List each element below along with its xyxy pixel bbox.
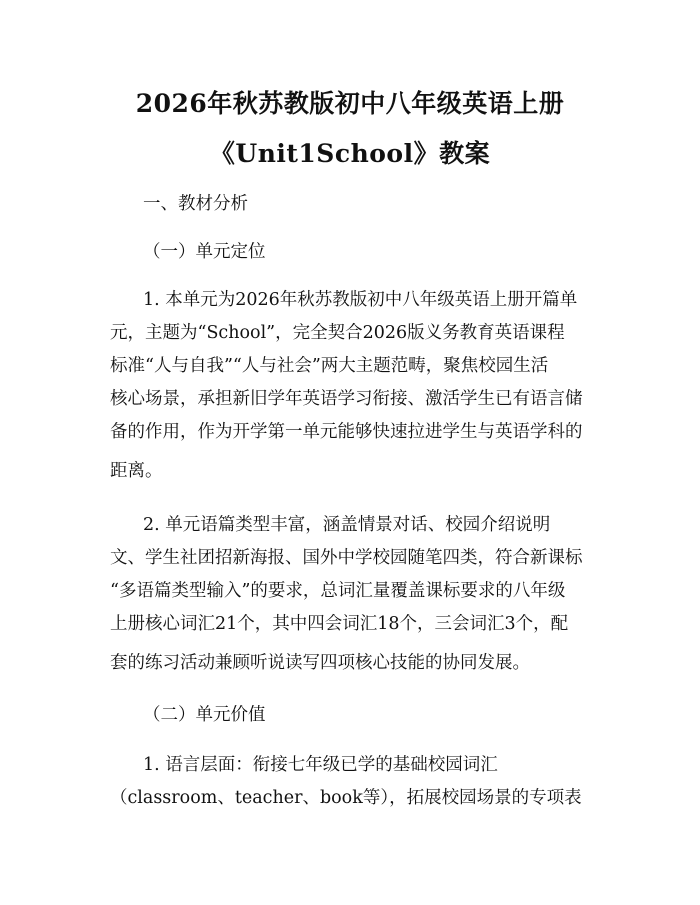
paragraph-line: 标准“人与自我”“人与社会”两大主题范畴，聚焦校园生活 (110, 356, 549, 376)
subsection-heading-unit-position: （一）单元定位 (143, 242, 266, 262)
paragraph-line: 1. 本单元为2026年秋苏教版初中八年级英语上册开篇单 (143, 290, 578, 310)
paragraph-line: 套的练习活动兼顾听说读写四项核心技能的协同发展。 (110, 653, 530, 673)
section-heading-analysis: 一、教材分析 (143, 194, 248, 214)
document-title-line-1: 2026年秋苏教版初中八年级英语上册 (135, 89, 565, 118)
paragraph-line: 文、学生社团招新海报、国外中学校园随笔四类，符合新课标 (110, 548, 583, 568)
subsection-heading-unit-value: （二）单元价值 (143, 705, 266, 725)
paragraph-line: （classroom、teacher、book等），拓展校园场景的专项表 (110, 788, 582, 808)
paragraph-line: 上册核心词汇21个，其中四会词汇18个，三会词汇3个，配 (110, 614, 569, 634)
paragraph-line: 1. 语言层面：衔接七年级已学的基础校园词汇 (143, 755, 498, 775)
paragraph-line: 2. 单元语篇类型丰富，涵盖情景对话、校园介绍说明 (143, 515, 551, 535)
paragraph-line: 元，主题为“School”，完全契合2026版义务教育英语课程 (110, 323, 565, 343)
document-title-line-2: 《Unit1School》教案 (209, 139, 491, 168)
paragraph-line: 核心场景，承担新旧学年英语学习衔接、激活学生已有语言储 (110, 389, 583, 409)
paragraph-line: “多语篇类型输入”的要求，总词汇量覆盖课标要求的八年级 (110, 581, 566, 601)
paragraph-line: 备的作用，作为开学第一单元能够快速拉进学生与英语学科的 (110, 422, 583, 442)
paragraph-line: 距离。 (110, 461, 163, 481)
